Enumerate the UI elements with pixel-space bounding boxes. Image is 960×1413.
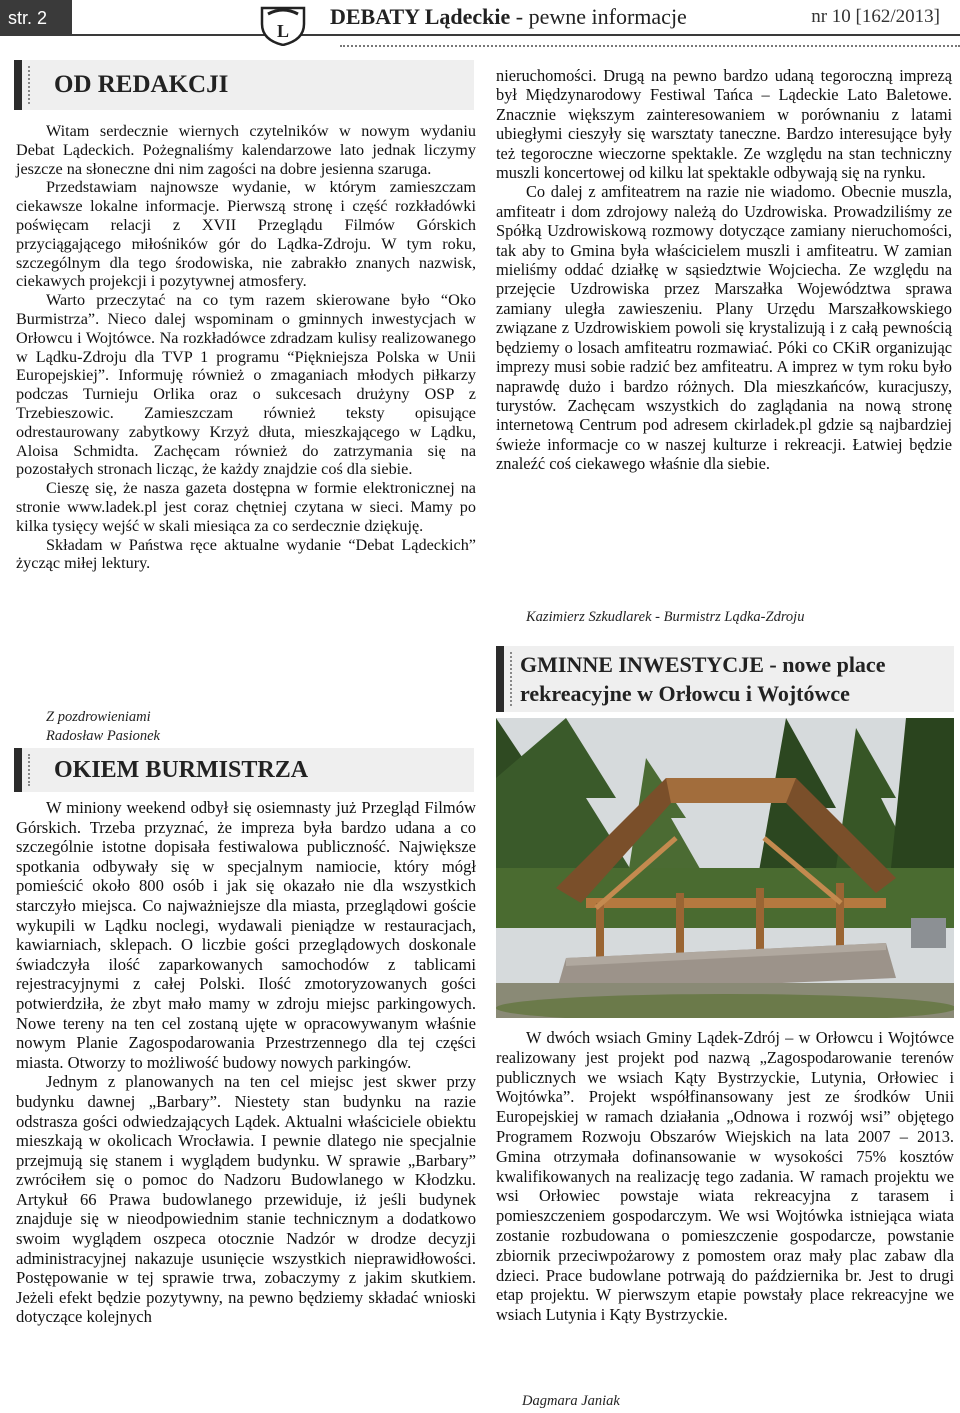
page-number: str. 2 — [0, 0, 72, 36]
inwestycje-heading — [496, 646, 954, 712]
burmistrz-continued-text — [496, 66, 952, 474]
svg-text:L: L — [276, 21, 290, 41]
od-redakcji-heading — [14, 60, 474, 110]
heading-bar — [14, 60, 22, 110]
heading-bar — [496, 646, 504, 712]
page-header — [0, 0, 960, 48]
heading-dots — [28, 754, 30, 786]
author-signature: Dagmara Janiak — [522, 1393, 620, 1409]
heading-dots — [28, 66, 30, 104]
okiem-burmistrza-text — [16, 798, 476, 1327]
paragraph: Cieszę się, że nasza gazeta dostępna w formie elektronicznej na stronie www.ladek.pl jest coraz chętniej czytana w sieci. Mamy po kilka tysięcy wejść w skali miesiąca za co serdecznie dziękuję. — [16, 479, 476, 535]
header-dotted-rule — [340, 45, 960, 47]
od-redakcji-title: OD REDAKCJI — [54, 71, 229, 98]
inwestycje-text — [496, 1028, 954, 1325]
signature-name: Radosław Pasionek — [46, 727, 160, 744]
okiem-burmistrza-heading — [14, 748, 474, 792]
paragraph: Witam serdecznie wiernych czytelników w nowym wydaniu Debat Lądeckich. Pożegnaliśmy kalendarzowe lato jednak liczymy jeszcze na słoneczne dni nim zagości na dobre jesienna szaruga. — [16, 122, 476, 178]
gazebo-photo — [496, 718, 954, 1018]
wooden-shelter-image — [496, 718, 954, 1018]
paragraph: W miniony weekend odbył się osiemnasty już Przegląd Filmów Górskich. Trzeba przyznać, że impreza była bardzo udana a co szczególnie istotne dopisała festiwalowa publiczność. Największe spotkania odbywały się w specjalnym namiocie, który mógł pomieścić około 800 osób i jak się okazało nie dla wszystkich starczyło miejsca. Co najważniejsze dla miasta, przeglądowi goście wykupili w Lądku noclegi, wydawali pieniądze w restauracjach, kawiarniach, sklepach. O liczbie gości przeglądowych doskonale świadczyła ilość zaparkowanych samochodów z tablicami rejestracyjnymi z całej Polski. Ilość zmotoryzowanych gości potwierdziła, że zbyt mało mamy w zdroju miejsc parkingowych. Nowe tereny na ten cel zostaną ujęte w opracowywanym właśnie nowym Planie Zagospodarowania Przestrzennego dla tej części miasta. Otworzy to możliwość budowy nowych parkingów. — [16, 798, 476, 1072]
issue-number: nr 10 [162/2013] — [811, 6, 940, 27]
okiem-burmistrza-title: OKIEM BURMISTRZA — [54, 757, 309, 783]
town-crest-logo — [258, 6, 308, 46]
od-redakcji-text — [16, 122, 476, 573]
signature-greeting: Z pozdrowieniami — [46, 709, 151, 725]
paragraph: Przedstawiam najnowsze wydanie, w którym zamieszczam ciekawsze lokalne informacje. Pierwszą stronę i część rozkładówki poświęcam relacji z XVII Przeglądu Filmów Górskich przyciągającego miłośników gór do Lądka-Zdroju. W tym roku, szczególnym dla tego środowiska, nie zabrakło znanych nazwisk, ciekawych projekcji i pozytywnej atmosfery. — [16, 178, 476, 291]
inwestycje-title — [520, 650, 885, 708]
heading-bar — [14, 748, 22, 792]
paragraph: Jednym z planowanych na ten cel miejsc jest skwer przy budynku dawnej „Barbary”. Niestety stan budynku na razie odstrasza gości odwiedzających Lądek. Aktualni właściciele obiektu mieszkają w okolicach Wrocławia. I pewnie dlatego nie specjalnie przejmują się stanem i wyglądem budynku. W sprawie „Barbary” zwróciłem się o pomoc do Nadzoru Budowlanego w Kłodzku. Artykuł 66 Prawa budowlanego przewiduje, iż jeśli budynek znajduje się w nieodpowiednim stanie technicznym a dodatkowo swoim wyglądem oszpeca otocznie Nadzór w drodze decyzji administracyjnej nakazuje usunięcie wszystkich nieprawidłowości. Postępowanie w tej sprawie trwa, zobaczymy z jakim skutkiem. Jeżeli efekt będzie pozytywny, na pewno będziemy składać wnioski dotyczące kolejnych — [16, 1072, 476, 1327]
newspaper-title — [330, 4, 687, 30]
paragraph: nieruchomości. Drugą na pewno bardzo udaną tegoroczną imprezą był Międzynarodowy Festiwal Tańca – Lądeckie Lato Baletowe. Znacznie większym zainteresowaniem w porównaniu z latami ubiegłymi cieszyły się warsztaty taneczne. Bardzo interesujące były też tegoroczne wieczorne spektakle. Ze względu na stan techniczny muszli koncertowej od kilku lat spektakle odbywają się na rynku. — [496, 66, 952, 183]
inwestycje-title-line1: GMINNE INWESTYCJE - nowe place — [520, 652, 886, 677]
title-rest: - pewne informacje — [510, 4, 687, 29]
paragraph: W dwóch wsiach Gminy Lądek-Zdrój – w Orłowcu i Wojtówce realizowany jest projekt pod nazwą „Zagospodarowanie terenów publicznych we wsiach Kąty Bystrzyckie, Lutynia, Orłowiec i Wojtówka”. Projekt współfinansowany jest ze środków Unii Europejskiej w ramach działania „Odnowa i rozwój wsi” objętego Programem Rozwoju Obszarów Wiejskich na lata 2007 – 2013. Gmina otrzymała dofinansowanie w wysokości 75% kosztów kwalifikowanych na realizację tego zadania. W ramach projektu we wsi Orłowiec powstaje wiata rekreacyjna z tarasem i pomieszczeniem gospodarczym. We wsi Wojtówka istniejąca wiata zostanie rozbudowana o pomieszczenie gospodarcze, powstanie zbiornik przeciwpożarowy z pomostem oraz mały plac zabaw dla dzieci. Prace budowlane potrwają do października br. Jest to drugi etap projektu. W pierwszym etapie powstały place rekreacyjne we wsiach Lutynia i Kąty Bystrzyckie. — [496, 1028, 954, 1325]
paragraph: Co dalej z amfiteatrem na razie nie wiadomo. Obecnie muszla, amfiteatr i dom zdrojowy należą do Uzdrowiska. Prowadziliśmy ze Spółką Uzdrowiskową rozmowy dotyczące zamiany nieruchomości, tak aby to Gmina była właścicielem muszli i amfiteatru. W zamian mieliśmy oddać działkę w sąsiedztwie Wojciecha. Ze względu na przejęcie Uzdrowiska przez Marszałka Województwa sprawa zamiany uległa zawieszeniu. Plany Urzędu Marszałkowskiego związane z Uzdrowiskiem powoli się krystalizują i z całą pewnością będziemy o losach amfiteatru rozmawiać. Póki co CKiR organizując imprezy musi sobie radzić bez amfiteatru. A imprez w tym roku było naprawdę dużo i bardzo różnych. Dla mieszkańców, kuracjuszy, turystów. Zachęcam wszystkich do zaglądania na nową stronę internetową Centrum pod adresem ckirladek.pl gdzie są najbardziej świeże informacje co w naszej kulturze i rekreacji. Łatwiej będzie znaleźć coś ciekawego właśnie dla siebie. — [496, 182, 952, 474]
title-bold: DEBATY Lądeckie — [330, 4, 511, 29]
header-rule — [72, 34, 960, 36]
editor-signature — [46, 708, 160, 745]
paragraph: Składam w Państwa ręce aktualne wydanie “Debat Lądeckich” życząc miłej lektury. — [16, 535, 476, 573]
inwestycje-title-line2: rekreacyjne w Orłowcu i Wojtówce — [520, 681, 850, 706]
heading-dots — [510, 652, 512, 706]
paragraph: Warto przeczytać na co tym razem skierowane było “Oko Burmistrza”. Nieco dalej wspominam o gminnych inwestycjach w Orłowcu i Wojtówce. Na rozkładówce zdradzam kulisy realizowanego w Lądku-Zdroju dla TVP 1 programu “Piękniejsza Polska w Unii Europejskiej”. Informuję również o zmaganiach młodych piłkarzy podczas Turnieju Orlika oraz o sukcesach drużyny OSP z Trzebieszowic. Zamieszczam również teksty opisujące odrestaurowany zabytkowy Krzyż dłuta, mieszkającego w Lądku, Aloisa Schmidta. Zachęcam również do zatrzymania się na pozostałych stronach licząc, że każdy znajdzie coś dla siebie. — [16, 291, 476, 479]
mayor-signature: Kazimierz Szkudlarek - Burmistrz Lądka-Zdroju — [526, 609, 805, 625]
